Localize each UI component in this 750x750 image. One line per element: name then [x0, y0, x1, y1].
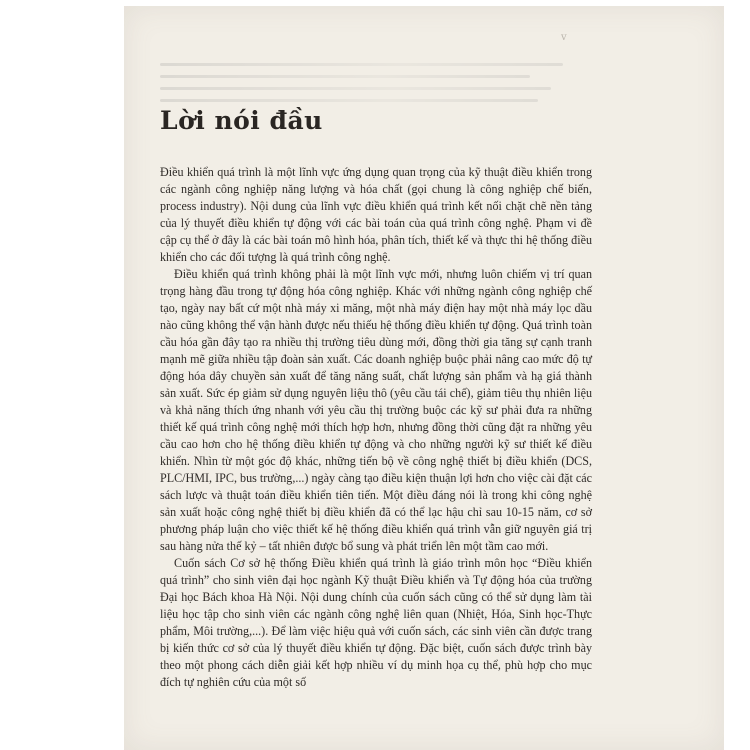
paragraph-2: Điều khiển quá trình không phải là một lĩnh vực mới, nhưng luôn chiếm vị trí quan trọng hàng đầu trong tự động hóa công nghiệp. Khác với những ngành công nghiệp chế tạo, ngày nay bất cứ một nhà máy xi măng, một nhà máy điện hay một nhà máy lọc dầu nào cũng không thể vận hành được nếu thiếu hệ thống điều khiển tự động. Quá trình toàn cầu hóa gần đây tạo ra nhiều thị trường tiêu dùng mới, đồng thời gia tăng sự cạnh tranh mạnh mẽ giữa nhiều tập đoàn sản xuất. Các doanh nghiệp buộc phải nâng cao mức độ tự động hóa dây chuyền sản xuất để tăng năng suất, chất lượng sản phẩm và hạ giá thành sản xuất. Sức ép giảm sử dụng nguyên liệu thô (yêu cầu tái chế), giảm tiêu thụ nhiên liệu và khả năng thích ứng nhanh với yêu cầu thị trường buộc các kỹ sư phải đưa ra những thiết kế quá trình công nghệ mới thích hợp hơn, nhưng đồng thời cũng đặt ra những yêu cầu cao hơn cho hệ thống điều khiển tự động và cho những người kỹ sư thiết kế điều khiển. Nhìn từ một góc độ khác, những tiến bộ về công nghệ thiết bị điều khiển (DCS, PLC/HMI, IPC, bus trường,...) ngày càng tạo điều kiện thuận lợi hơn cho việc cài đặt các sách lược và thuật toán điều khiển tiên tiến. Một điều đáng nói là trong khi công nghệ sản xuất hoặc công nghệ thiết bị điều khiển đã có thể lạc hậu chỉ sau 10-15 năm, cơ sở phương pháp luận cho việc thiết kế hệ thống điều khiển quá trình vẫn giữ nguyên giá trị sau hàng nửa thế kỷ – tất nhiên được bổ sung và phát triển lên một tầm cao mới.	[160, 267, 592, 553]
bleed-line	[160, 87, 551, 90]
paper-sheet	[124, 6, 724, 750]
bleed-through-text	[160, 63, 580, 111]
page-number: v	[561, 32, 568, 43]
bleed-line	[160, 99, 538, 102]
bleed-line	[160, 75, 530, 78]
paragraph-3: Cuốn sách Cơ sở hệ thống Điều khiển quá trình là giáo trình môn học “Điều khiển quá trình” cho sinh viên đại học ngành Kỹ thuật Điều khiển và Tự động hóa của trường Đại học Bách khoa Hà Nội. Nội dung chính của cuốn sách cũng có thể sử dụng làm tài liệu học tập cho sinh viên các ngành công nghệ liên quan (Nhiệt, Hóa, Sinh học-Thực phẩm, Môi trường,...). Để làm việc hiệu quả với cuốn sách, các sinh viên cần được trang bị kiến thức cơ sở của lý thuyết điều khiển tự động. Đặc biệt, cuốn sách được trình bày theo một phong cách diễn giải kết hợp nhiều ví dụ minh họa cụ thể, phù hợp cho mục đích tự nghiên cứu của một số	[160, 556, 592, 689]
page-title: Lời nói đầu	[160, 106, 323, 135]
bleed-line	[160, 63, 563, 66]
paragraph-1: Điều khiển quá trình là một lĩnh vực ứng dụng quan trọng của kỹ thuật điều khiển trong các ngành công nghiệp năng lượng và hóa chất (gọi chung là công nghiệp chế biến, process industry). Nội dung của lĩnh vực điều khiển quá trình kết nối chặt chẽ nền tảng của lý thuyết điều khiển tự động với các bài toán của quá trình công nghệ. Phạm vi đề cập cụ thể ở đây là các bài toán mô hình hóa, phân tích, thiết kế và thực thi hệ thống điều khiển cho các đối tượng là quá trình công nghệ.	[160, 165, 592, 264]
body-text	[160, 164, 592, 691]
